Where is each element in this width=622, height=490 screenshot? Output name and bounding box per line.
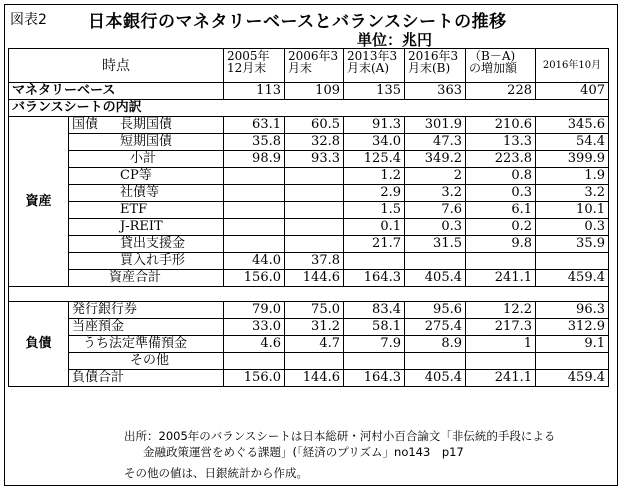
header-2006-line2: 月末 [288, 61, 313, 75]
cell: 13.3 [466, 134, 536, 151]
cell: 91.3 [344, 117, 405, 134]
header-row [9, 49, 609, 83]
cell [224, 202, 285, 219]
cell [405, 253, 466, 270]
cell [466, 353, 536, 370]
label-bills: 買入れ手形 [69, 253, 224, 270]
cell: 210.6 [466, 117, 536, 134]
cell: 0.8 [466, 168, 536, 185]
cell: 83.4 [344, 302, 405, 319]
header-2013-line1: 2013年3 [347, 49, 398, 63]
other-values-note: その他の値は、日銀統計から作成。 [124, 466, 308, 480]
figure-title: 日本銀行のマネタリーベースとバランスシートの推移 [88, 12, 507, 32]
row-assets-total [9, 270, 609, 287]
cell: 312.9 [536, 319, 609, 336]
cell [224, 185, 285, 202]
cell: 58.1 [344, 319, 405, 336]
label-long-term-jgb [69, 117, 224, 134]
cell: 156.0 [224, 370, 285, 387]
cell: 144.6 [285, 270, 344, 287]
label-long-term: 長期国債 [120, 117, 173, 132]
header-col-2005 [224, 49, 285, 83]
cell: 0.1 [344, 219, 405, 236]
header-diff-line2: の増加額 [469, 61, 518, 75]
label-etf: ETF [69, 202, 224, 219]
cell: 399.9 [536, 151, 609, 168]
cell: 96.3 [536, 302, 609, 319]
cell: 164.3 [344, 370, 405, 387]
label-jreit: J-REIT [69, 219, 224, 236]
cell: 241.1 [466, 370, 536, 387]
header-col-2013 [344, 49, 405, 83]
row-current-deposits [9, 319, 609, 336]
cell: 21.7 [344, 236, 405, 253]
cell: 7.6 [405, 202, 466, 219]
cell: 47.3 [405, 134, 466, 151]
header-2016-line2: 月末(B) [408, 61, 451, 75]
cell: 2 [405, 168, 466, 185]
cell: 7.9 [344, 336, 405, 353]
row-etf [9, 202, 609, 219]
cell: 3.2 [405, 185, 466, 202]
cell: 33.0 [224, 319, 285, 336]
cell: 275.4 [405, 319, 466, 336]
cell: 75.0 [285, 302, 344, 319]
row-short-term-jgb [9, 134, 609, 151]
cell: 0.2 [466, 219, 536, 236]
cell: 79.0 [224, 302, 285, 319]
cell: 10.1 [536, 202, 609, 219]
cell: 135 [344, 83, 405, 100]
cell: 54.4 [536, 134, 609, 151]
cell: 95.6 [405, 302, 466, 319]
cell: 405.4 [405, 370, 466, 387]
row-other [9, 353, 609, 370]
cell [536, 353, 609, 370]
cell: 1.5 [344, 202, 405, 219]
row-monetary-base [9, 83, 609, 100]
cell: 407 [536, 83, 609, 100]
cell: 0.3 [466, 185, 536, 202]
cell: 349.2 [405, 151, 466, 168]
cell [224, 236, 285, 253]
label-liabilities-total: 負債合計 [69, 370, 224, 387]
label-other: その他 [69, 353, 224, 370]
cell: 1.9 [536, 168, 609, 185]
cell: 8.9 [405, 336, 466, 353]
source-note-line1: 出所：2005年のバランスシートは日本総研・河村小百合論文「非伝統的手段による [124, 429, 556, 443]
cell: 2.9 [344, 185, 405, 202]
row-bs-heading [9, 100, 609, 117]
cell: 228 [466, 83, 536, 100]
cell: 31.2 [285, 319, 344, 336]
label-current-deposits: 当座預金 [69, 319, 224, 336]
cell [285, 219, 344, 236]
label-banknotes: 発行銀行券 [69, 302, 224, 319]
label-short-term-jgb: 短期国債 [69, 134, 224, 151]
cell [224, 353, 285, 370]
cell: 34.0 [344, 134, 405, 151]
header-2016-line1: 2016年3 [408, 49, 459, 63]
cell: 223.8 [466, 151, 536, 168]
cell: 9.1 [536, 336, 609, 353]
cell: 1 [466, 336, 536, 353]
header-col-2016oct [536, 49, 609, 83]
row-jgb-subtotal [9, 151, 609, 168]
cell: 6.1 [466, 202, 536, 219]
spacer-cell [9, 287, 609, 302]
cell: 363 [405, 83, 466, 100]
header-2006-line1: 2006年3 [288, 49, 339, 63]
balance-sheet-table [8, 48, 609, 387]
cell [285, 185, 344, 202]
header-item-text: 時点 [102, 57, 130, 74]
cell: 9.8 [466, 236, 536, 253]
cell: 37.8 [285, 253, 344, 270]
cell: 60.5 [285, 117, 344, 134]
row-jreit [9, 219, 609, 236]
cell: 109 [285, 83, 344, 100]
row-corp-bonds [9, 185, 609, 202]
bs-heading: バランスシートの内訳 [9, 100, 609, 117]
header-2005-line2: 12月末 [227, 61, 267, 75]
cell: 241.1 [466, 270, 536, 287]
cell: 98.9 [224, 151, 285, 168]
cell: 156.0 [224, 270, 285, 287]
cell: 459.4 [536, 370, 609, 387]
cell [536, 253, 609, 270]
cell: 1.2 [344, 168, 405, 185]
label-jgb-subtotal: 小計 [69, 151, 224, 168]
figure-label: 図表2 [10, 12, 47, 28]
cell [285, 236, 344, 253]
row-cp [9, 168, 609, 185]
cell: 217.3 [466, 319, 536, 336]
label-jgb: 国債 [72, 117, 99, 132]
row-banknotes [9, 302, 609, 319]
source-note-line2: 金融政策運営をめぐる課題」(「経済のプリズム」no143 p17 [143, 445, 464, 459]
group-assets: 資産 [9, 117, 69, 287]
cell: 405.4 [405, 270, 466, 287]
cell: 164.3 [344, 270, 405, 287]
cell [466, 253, 536, 270]
header-col-2006 [285, 49, 344, 83]
group-liabilities: 負債 [9, 302, 69, 387]
cell [285, 353, 344, 370]
cell: 345.6 [536, 117, 609, 134]
cell: 93.3 [285, 151, 344, 168]
cell: 12.2 [466, 302, 536, 319]
header-item [9, 49, 224, 83]
row-reserve-deposits [9, 336, 609, 353]
cell: 4.7 [285, 336, 344, 353]
cell: 0.3 [405, 219, 466, 236]
cell [344, 353, 405, 370]
label-reserve-deposits: うち法定準備預金 [69, 336, 224, 353]
label-corp-bonds: 社債等 [69, 185, 224, 202]
cell: 113 [224, 83, 285, 100]
cell [224, 168, 285, 185]
row-long-term-jgb [9, 117, 609, 134]
unit-label: 単位：兆円 [357, 31, 433, 49]
label-cp: CP等 [69, 168, 224, 185]
label-assets-total: 資産合計 [69, 270, 224, 287]
row-loans [9, 236, 609, 253]
header-col-2016 [405, 49, 466, 83]
cell: 3.2 [536, 185, 609, 202]
cell: 144.6 [285, 370, 344, 387]
label-loans: 貸出支援金 [69, 236, 224, 253]
header-col-diff [466, 49, 536, 83]
cell: 32.8 [285, 134, 344, 151]
cell [224, 219, 285, 236]
cell: 4.6 [224, 336, 285, 353]
row-liabilities-total [9, 370, 609, 387]
row-bills [9, 253, 609, 270]
cell: 0.3 [536, 219, 609, 236]
cell: 459.4 [536, 270, 609, 287]
cell [405, 353, 466, 370]
header-diff-line1: （B－A) [469, 49, 516, 63]
header-2016oct-text: 2016年10月 [542, 59, 602, 71]
cell: 35.8 [224, 134, 285, 151]
cell: 35.9 [536, 236, 609, 253]
header-2013-line2: 月末(A) [347, 61, 390, 75]
cell [344, 253, 405, 270]
cell: 125.4 [344, 151, 405, 168]
cell [285, 202, 344, 219]
cell: 301.9 [405, 117, 466, 134]
cell [285, 168, 344, 185]
cell: 63.1 [224, 117, 285, 134]
cell: 31.5 [405, 236, 466, 253]
header-2005-line1: 2005年 [227, 49, 270, 63]
label-monetary-base: マネタリーベース [9, 83, 224, 100]
cell: 44.0 [224, 253, 285, 270]
row-spacer [9, 287, 609, 302]
